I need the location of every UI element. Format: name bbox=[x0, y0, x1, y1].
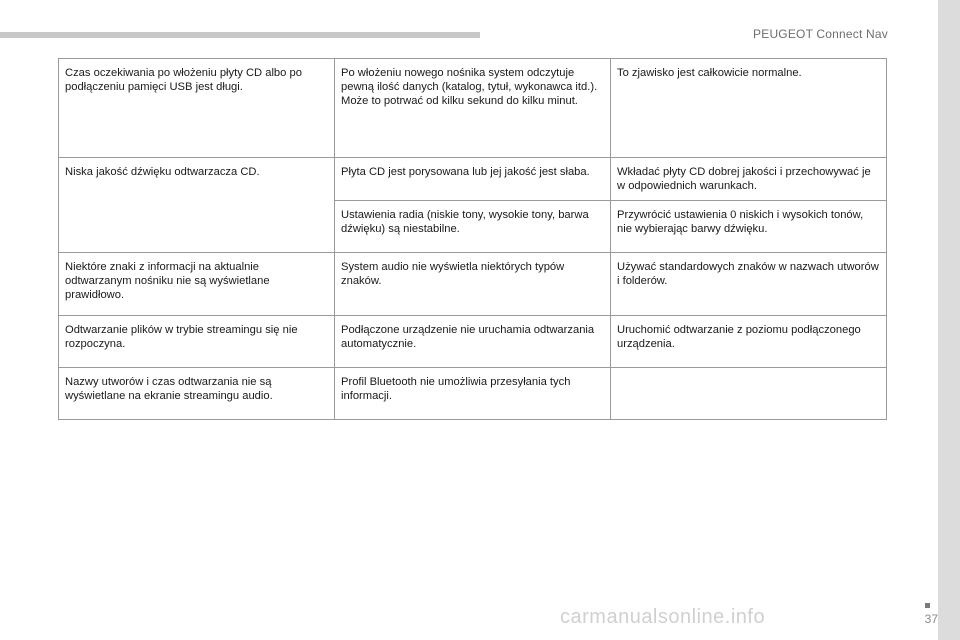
table-row bbox=[59, 316, 887, 368]
cause-cell: Profil Bluetooth nie umożliwia przesyłania tych informacji. bbox=[335, 368, 611, 420]
header-bar bbox=[0, 32, 480, 38]
table-row bbox=[59, 59, 887, 158]
cause-cell: System audio nie wyświetla niektórych typów znaków. bbox=[335, 253, 611, 316]
table-row bbox=[59, 253, 887, 316]
table-row bbox=[59, 158, 887, 201]
cause-cell: Płyta CD jest porysowana lub jej jakość jest słaba. bbox=[335, 158, 611, 201]
solution-cell: To zjawisko jest całkowicie normalne. bbox=[611, 59, 887, 158]
cause-cell: Ustawienia radia (niskie tony, wysokie tony, barwa dźwięku) są niestabilne. bbox=[335, 201, 611, 253]
cause-cell: Podłączone urządzenie nie uruchamia odtwarzania automatycznie. bbox=[335, 316, 611, 368]
side-strip bbox=[938, 0, 960, 640]
question-cell: Niska jakość dźwięku odtwarzacza CD. bbox=[59, 158, 335, 253]
cause-cell: Po włożeniu nowego nośnika system odczytuje pewną ilość danych (katalog, tytuł, wykonawca itd.). Może to potrwać od kilku sekund do kilku minut. bbox=[335, 59, 611, 158]
solution-cell: Uruchomić odtwarzanie z poziomu podłączonego urządzenia. bbox=[611, 316, 887, 368]
question-cell: Nazwy utworów i czas odtwarzania nie są wyświetlane na ekranie streamingu audio. bbox=[59, 368, 335, 420]
question-cell: Odtwarzanie plików w trybie streamingu się nie rozpoczyna. bbox=[59, 316, 335, 368]
header-title: PEUGEOT Connect Nav bbox=[753, 27, 888, 41]
solution-cell: Przywrócić ustawienia 0 niskich i wysokich tonów, nie wybierając barwy dźwięku. bbox=[611, 201, 887, 253]
solution-cell bbox=[611, 368, 887, 420]
page-number: 37 bbox=[924, 612, 938, 626]
solution-cell: Używać standardowych znaków w nazwach utworów i folderów. bbox=[611, 253, 887, 316]
watermark: carmanualsonline.info bbox=[560, 606, 766, 628]
faq-table bbox=[58, 58, 887, 420]
page-marker bbox=[925, 603, 930, 608]
question-cell: Czas oczekiwania po włożeniu płyty CD albo po podłączeniu pamięci USB jest długi. bbox=[59, 59, 335, 158]
solution-cell: Wkładać płyty CD dobrej jakości i przechowywać je w odpowiednich warunkach. bbox=[611, 158, 887, 201]
table-row bbox=[59, 368, 887, 420]
question-cell: Niektóre znaki z informacji na aktualnie odtwarzanym nośniku nie są wyświetlane prawidłowo. bbox=[59, 253, 335, 316]
